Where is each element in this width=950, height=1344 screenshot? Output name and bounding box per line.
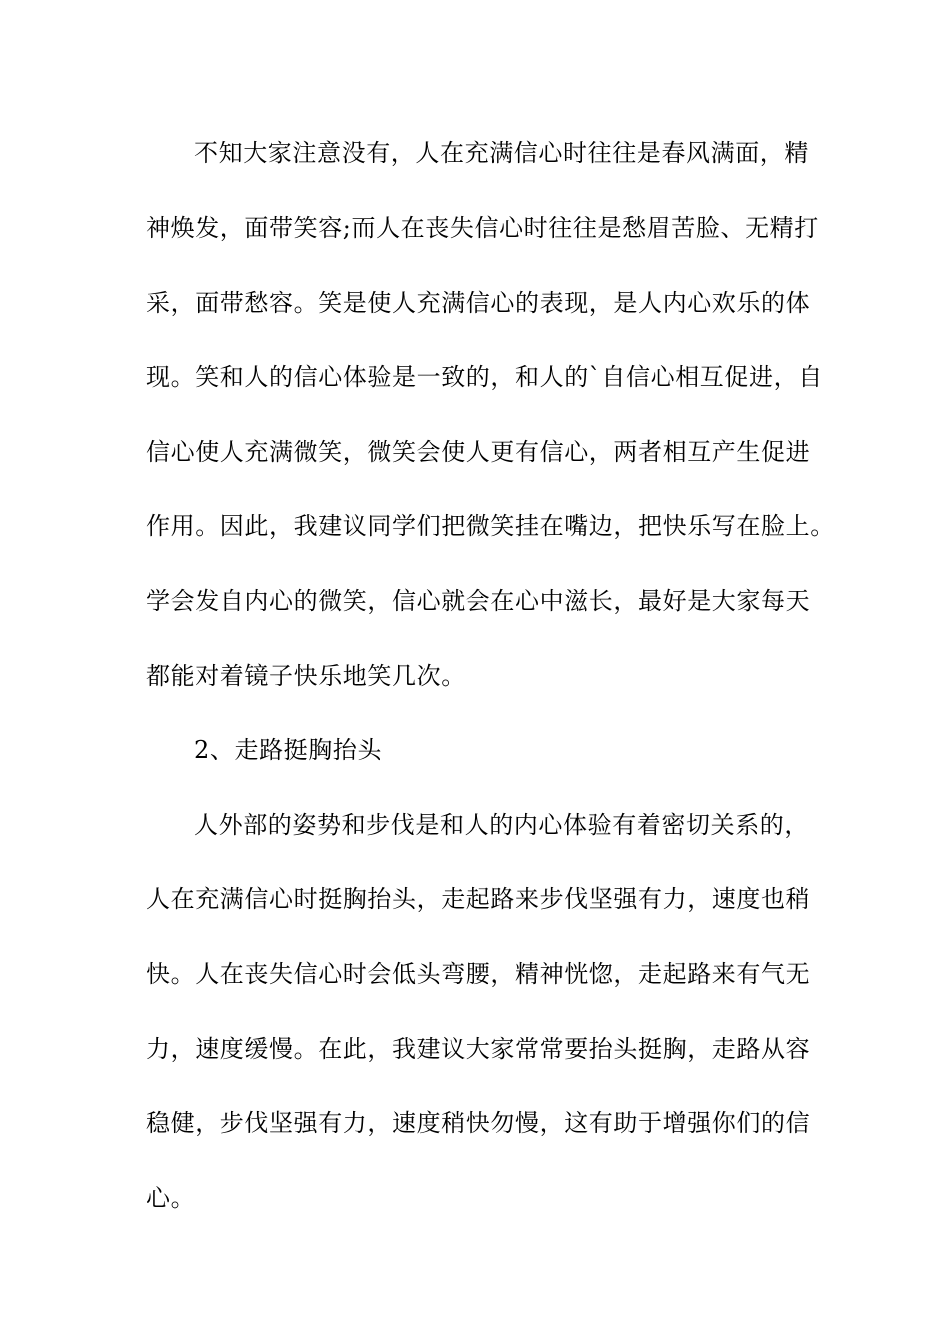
paragraph-1-line-5: 信心使人充满微笑，微笑会使人更有信心，两者相互产生促进 — [146, 438, 811, 466]
paragraph-2-line-2: 人在充满信心时挺胸抬头，走起路来步伐坚强有力，速度也稍 — [146, 885, 811, 913]
paragraph-1-line-4: 现。笑和人的信心体验是一致的，和人的`自信心相互促进，自 — [146, 363, 823, 391]
section-heading-2: 2、走路挺胸抬头 — [194, 736, 383, 764]
paragraph-2-line-3: 快。人在丧失信心时会低头弯腰，精神恍惚，走起路来有气无 — [146, 960, 811, 988]
paragraph-2-line-6: 心。 — [146, 1184, 196, 1212]
paragraph-2-line-1: 人外部的姿势和步伐是和人的内心体验有着密切关系的， — [194, 811, 809, 839]
paragraph-1-line-1: 不知大家注意没有，人在充满信心时往往是春风满面，精 — [194, 139, 809, 167]
paragraph-2-line-4: 力，速度缓慢。在此，我建议大家常常要抬头挺胸，走路从容 — [146, 1035, 811, 1063]
paragraph-1-line-8: 都能对着镜子快乐地笑几次。 — [146, 662, 466, 690]
paragraph-1-line-2: 神焕发，面带笑容;而人在丧失信心时往往是愁眉苦脸、无精打 — [146, 214, 819, 242]
paragraph-1-line-3: 采，面带愁容。笑是使人充满信心的表现，是人内心欢乐的体 — [146, 289, 811, 317]
paragraph-2-line-5: 稳健，步伐坚强有力，速度稍快勿慢，这有助于增强你们的信 — [146, 1109, 811, 1137]
paragraph-1-line-6: 作用。因此，我建议同学们把微笑挂在嘴边，把快乐写在脸上。 — [146, 512, 835, 540]
paragraph-1-line-7: 学会发自内心的微笑，信心就会在心中滋长，最好是大家每天 — [146, 587, 811, 615]
